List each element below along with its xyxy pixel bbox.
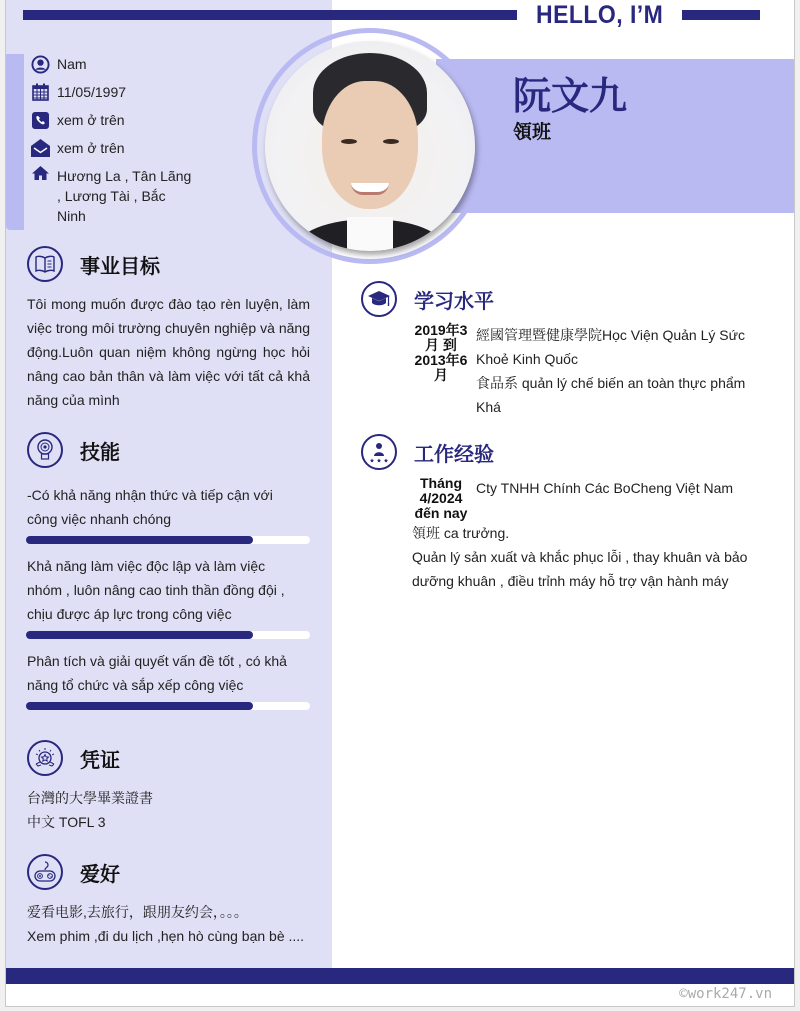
hobbies-title: 爱好 [80, 863, 120, 886]
info-email: xem ở trên [30, 138, 230, 158]
personal-info [30, 54, 230, 234]
certificate-1: 台灣的大學畢業證書 [27, 790, 153, 806]
experience-company: Cty TNHH Chính Các BoCheng Việt Nam [476, 480, 734, 496]
profile-photo [265, 41, 475, 251]
header-line-right [682, 10, 760, 20]
employee-icon [361, 434, 397, 470]
award-icon [27, 740, 63, 776]
skill-3-bar [26, 702, 310, 710]
info-gender: Nam [30, 54, 230, 74]
education-date: 2019年3月 到 2013年6月 [414, 322, 468, 383]
certificate-2: 中文 TOFL 3 [27, 814, 106, 830]
education-grade: Khá [476, 399, 501, 415]
experience-header [361, 434, 494, 470]
skills-header [27, 432, 120, 468]
experience-description: Quản lý sản xuất và khắc phục lỗi , thay khuân và bảo dưỡng khuân , điều trỉnh máy hỗ trợ vận hành máy [412, 549, 748, 589]
objective-title: 事业目标 [80, 255, 160, 278]
skills-title: 技能 [80, 441, 120, 464]
certificates-title: 凭证 [80, 749, 120, 772]
skill-1-text: -Có khả năng nhận thức và tiếp cận với công việc nhanh chóng [27, 487, 273, 527]
education-header [361, 281, 494, 317]
education-school: 經國管理暨健康學院Học Viện Quản Lý Sức Khoẻ Kinh Quốc [476, 327, 745, 367]
hobbies-header [27, 854, 120, 890]
lightbulb-icon [27, 432, 63, 468]
watermark: ©work247.vn [679, 986, 772, 1002]
experience-date: Tháng 4/2024 đến nay [414, 475, 468, 521]
skill-1-bar [26, 536, 310, 544]
experience-title: 工作经验 [414, 443, 494, 466]
skill-3-text: Phân tích và giải quyết vấn đề tốt , có khả năng tổ chức và sắp xếp công việc [27, 653, 287, 693]
hobby-2: Xem phim ,đi du lịch ,hẹn hò cùng bạn bè .... [27, 928, 305, 944]
info-accent-bar [6, 54, 24, 230]
footer-bar [6, 968, 795, 984]
education-major: 食品系 quản lý chế biến an toàn thực phẩm [476, 375, 746, 391]
info-birthday: 11/05/1997 [30, 82, 230, 102]
education-title: 学习水平 [414, 290, 494, 313]
objective-text: Tôi mong muốn được đào tạo rèn luyện, làm việc trong môi trường chuyên nghiệp và năng động.Luôn quan niệm không ngừng học hỏi nâng cao bản thân và làm việc với tất cả khả năng của mình [27, 296, 310, 408]
info-phone: xem ở trên [30, 110, 230, 130]
header-line-left [23, 10, 517, 20]
certificates-header [27, 740, 120, 776]
full-name: 阮文九 [513, 76, 628, 118]
email-icon [30, 138, 50, 158]
calendar-icon [30, 82, 50, 102]
skill-2-text: Khả năng làm việc độc lập và làm việc nhóm , luôn nâng cao tinh thần đồng đội , chịu được áp lực trong công việc [27, 558, 285, 622]
user-icon [30, 54, 50, 74]
home-icon [30, 166, 50, 186]
gamepad-icon [27, 854, 63, 890]
skill-2-bar [26, 631, 310, 639]
objective-header [27, 246, 160, 282]
experience-position: 領班 ca trưởng. [412, 525, 510, 541]
cv-page [5, 0, 795, 1007]
phone-icon [30, 110, 50, 130]
book-icon [27, 246, 63, 282]
info-address: Hương La , Tân Lãng , Lương Tài , Bắc Ninh [30, 166, 230, 226]
graduation-cap-icon [361, 281, 397, 317]
job-title: 領班 [513, 122, 552, 143]
greeting: HELLO, I’M [536, 1, 664, 29]
hobby-1: 爱看电影,去旅行，跟朋友约会，。。。 [27, 904, 248, 920]
